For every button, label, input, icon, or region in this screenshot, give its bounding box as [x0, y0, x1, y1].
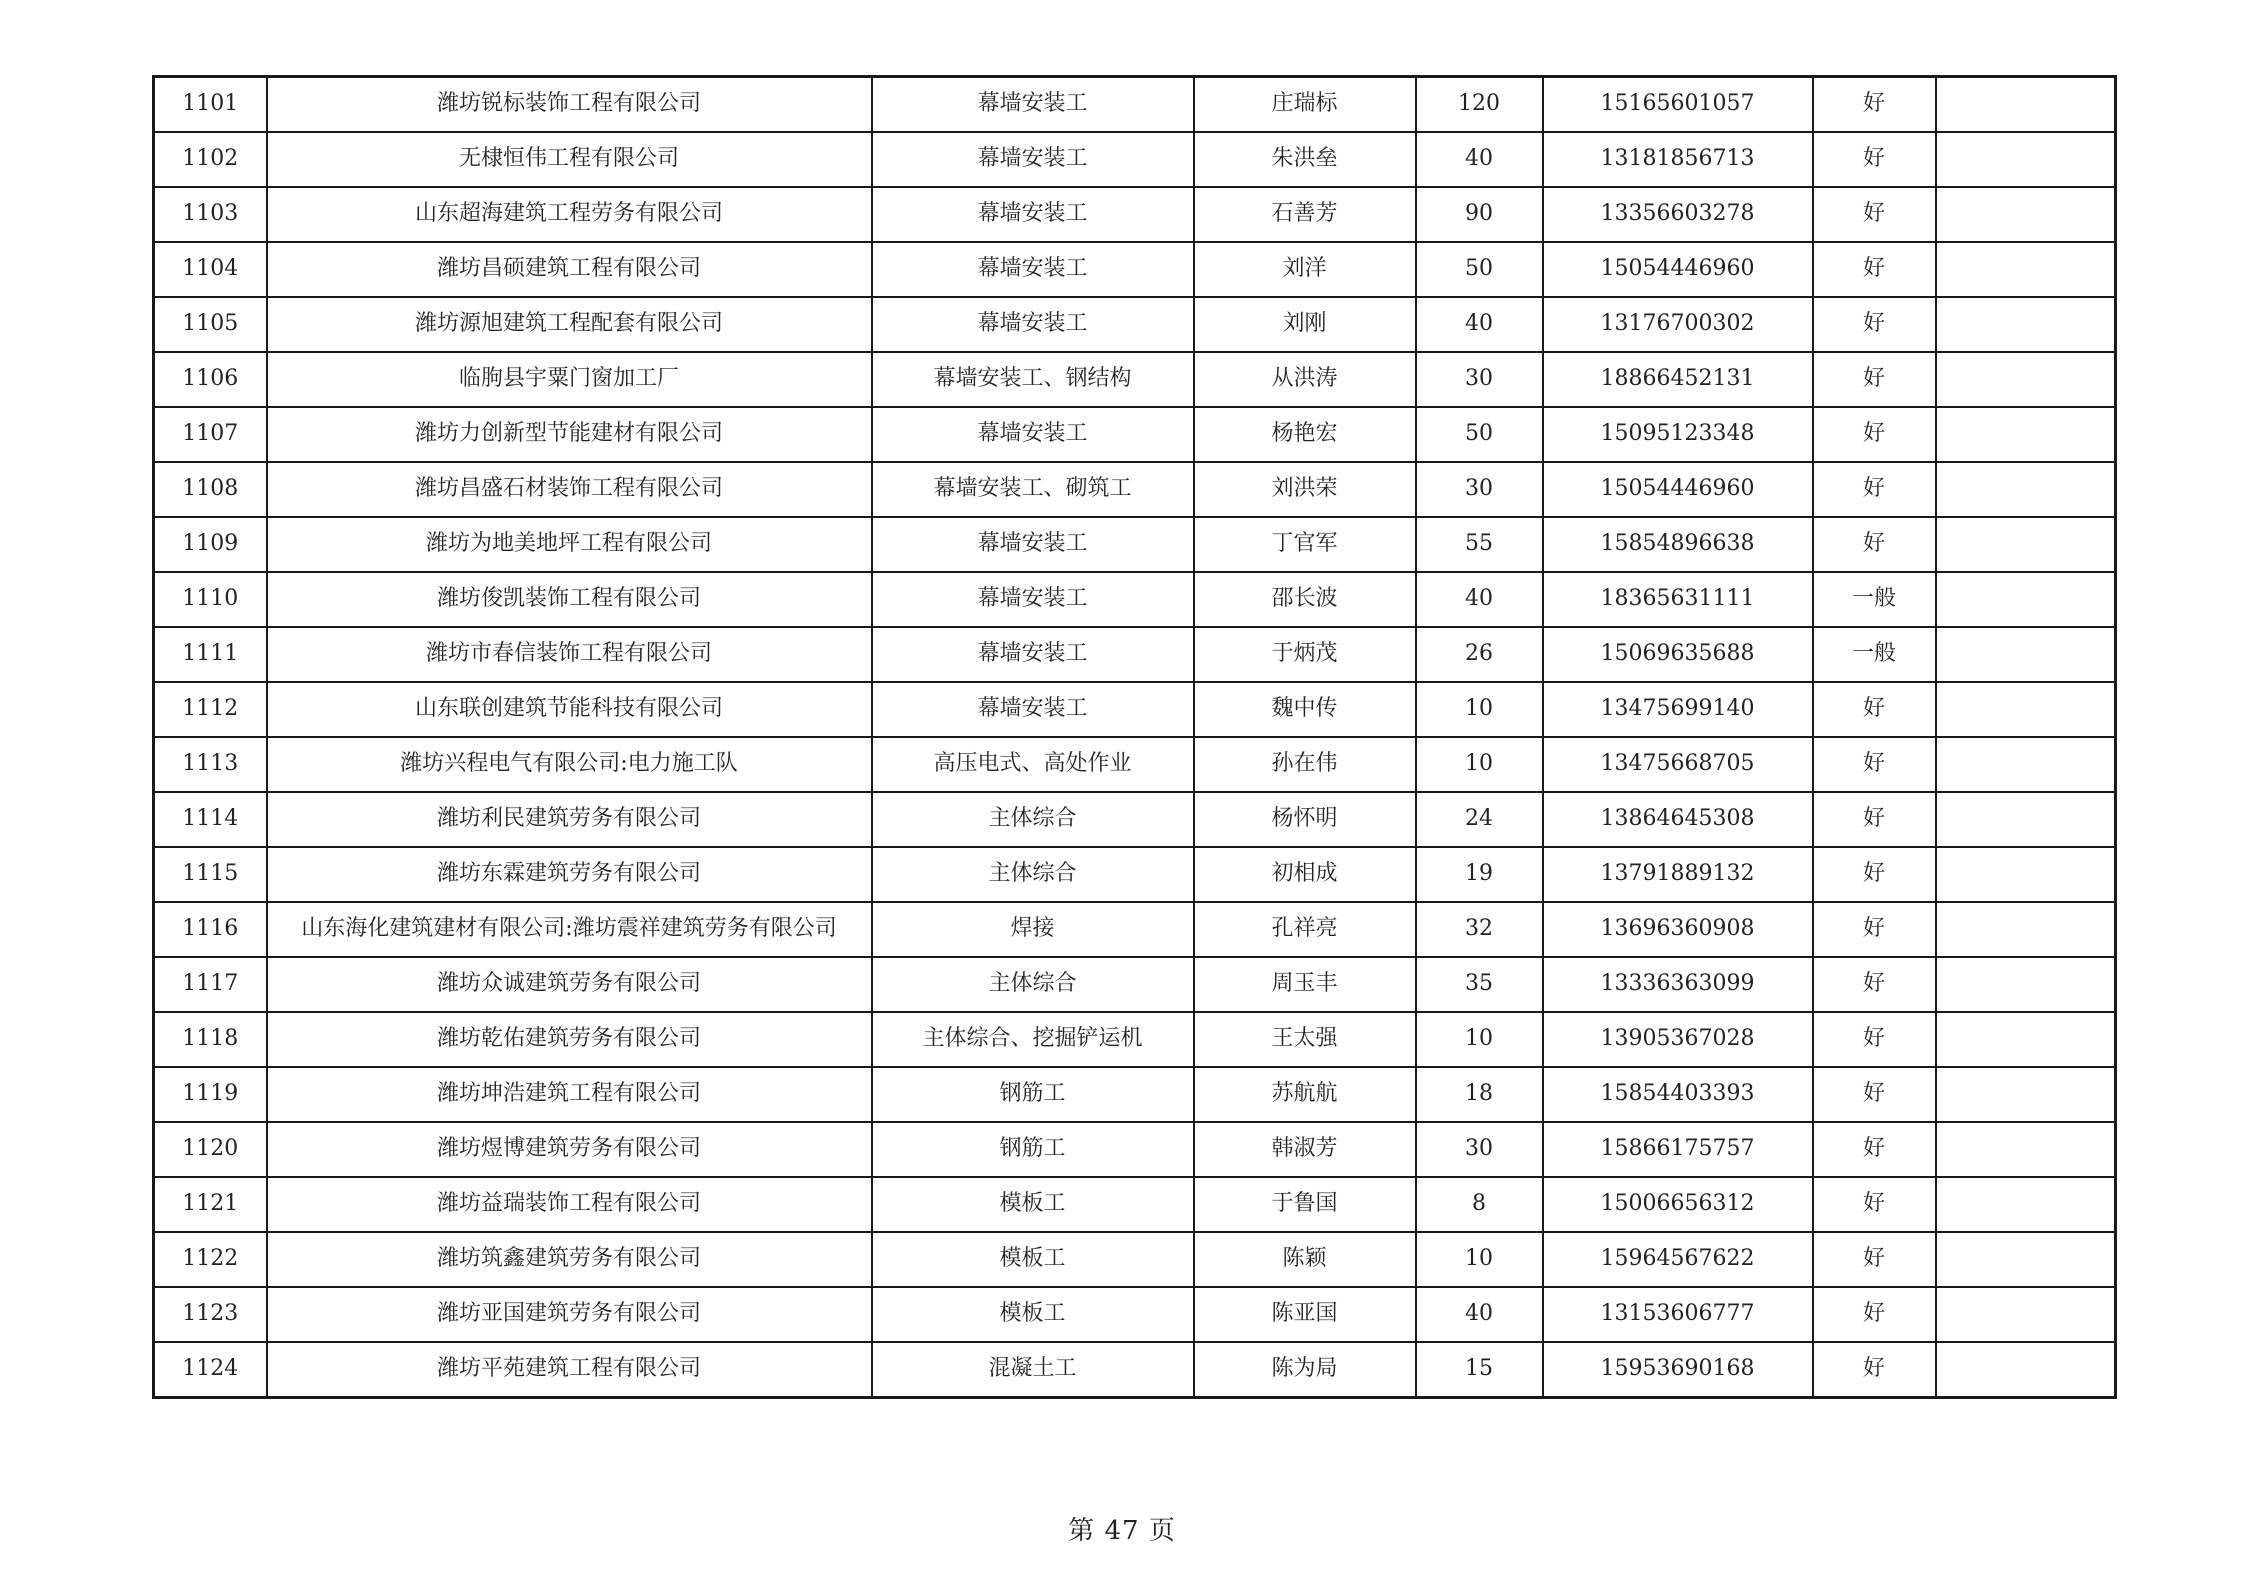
cell-worker-count: 8 — [1416, 1177, 1543, 1232]
cell-worker-count: 19 — [1416, 847, 1543, 902]
cell-contact-person: 初相成 — [1194, 847, 1416, 902]
cell-rating: 好 — [1813, 132, 1936, 187]
cell-rating: 好 — [1813, 1122, 1936, 1177]
cell-worker-count: 40 — [1416, 297, 1543, 352]
cell-worker-count: 32 — [1416, 902, 1543, 957]
table-row — [154, 407, 2116, 462]
table-row — [154, 902, 2116, 957]
cell-serial-no: 1106 — [154, 352, 267, 407]
cell-contact-person: 刘洋 — [1194, 242, 1416, 297]
cell-worker-count: 18 — [1416, 1067, 1543, 1122]
cell-contact-person: 从洪涛 — [1194, 352, 1416, 407]
table-row — [154, 1067, 2116, 1122]
cell-rating: 好 — [1813, 1342, 1936, 1398]
cell-remark — [1936, 1012, 2116, 1067]
table-row — [154, 462, 2116, 517]
cell-company: 潍坊力创新型节能建材有限公司 — [267, 407, 872, 462]
cell-phone: 15953690168 — [1543, 1342, 1813, 1398]
cell-worker-count: 10 — [1416, 1012, 1543, 1067]
cell-serial-no: 1119 — [154, 1067, 267, 1122]
cell-rating: 好 — [1813, 517, 1936, 572]
cell-company: 无棣恒伟工程有限公司 — [267, 132, 872, 187]
cell-trade: 幕墙安装工 — [872, 132, 1194, 187]
table-row — [154, 297, 2116, 352]
cell-trade: 幕墙安装工、钢结构 — [872, 352, 1194, 407]
table-row — [154, 1342, 2116, 1398]
cell-worker-count: 10 — [1416, 1232, 1543, 1287]
cell-serial-no: 1103 — [154, 187, 267, 242]
cell-worker-count: 10 — [1416, 682, 1543, 737]
cell-rating: 好 — [1813, 1177, 1936, 1232]
cell-trade: 幕墙安装工 — [872, 407, 1194, 462]
cell-trade: 幕墙安装工 — [872, 627, 1194, 682]
cell-serial-no: 1123 — [154, 1287, 267, 1342]
cell-rating: 好 — [1813, 352, 1936, 407]
cell-serial-no: 1101 — [154, 77, 267, 133]
cell-contact-person: 陈亚国 — [1194, 1287, 1416, 1342]
cell-company: 潍坊昌盛石材装饰工程有限公司 — [267, 462, 872, 517]
cell-company: 潍坊煜博建筑劳务有限公司 — [267, 1122, 872, 1177]
cell-serial-no: 1102 — [154, 132, 267, 187]
cell-rating: 好 — [1813, 462, 1936, 517]
table-row — [154, 957, 2116, 1012]
cell-phone: 13336363099 — [1543, 957, 1813, 1012]
cell-rating: 好 — [1813, 1232, 1936, 1287]
cell-serial-no: 1120 — [154, 1122, 267, 1177]
table-row — [154, 517, 2116, 572]
cell-company: 潍坊乾佑建筑劳务有限公司 — [267, 1012, 872, 1067]
cell-serial-no: 1109 — [154, 517, 267, 572]
table-row — [154, 352, 2116, 407]
cell-rating: 好 — [1813, 1067, 1936, 1122]
cell-trade: 幕墙安装工 — [872, 682, 1194, 737]
cell-company: 潍坊益瑞装饰工程有限公司 — [267, 1177, 872, 1232]
cell-worker-count: 30 — [1416, 352, 1543, 407]
cell-phone: 15054446960 — [1543, 242, 1813, 297]
cell-contact-person: 邵长波 — [1194, 572, 1416, 627]
cell-worker-count: 35 — [1416, 957, 1543, 1012]
table-row — [154, 132, 2116, 187]
cell-trade: 钢筋工 — [872, 1122, 1194, 1177]
cell-company: 山东联创建筑节能科技有限公司 — [267, 682, 872, 737]
cell-company: 山东超海建筑工程劳务有限公司 — [267, 187, 872, 242]
cell-rating: 一般 — [1813, 627, 1936, 682]
cell-remark — [1936, 187, 2116, 242]
cell-contact-person: 魏中传 — [1194, 682, 1416, 737]
cell-remark — [1936, 1177, 2116, 1232]
cell-serial-no: 1108 — [154, 462, 267, 517]
cell-remark — [1936, 792, 2116, 847]
page-number: 47 — [1104, 1516, 1140, 1546]
cell-worker-count: 120 — [1416, 77, 1543, 133]
cell-company: 潍坊筑鑫建筑劳务有限公司 — [267, 1232, 872, 1287]
cell-remark — [1936, 517, 2116, 572]
cell-serial-no: 1118 — [154, 1012, 267, 1067]
cell-contact-person: 韩淑芳 — [1194, 1122, 1416, 1177]
cell-worker-count: 10 — [1416, 737, 1543, 792]
cell-phone: 13181856713 — [1543, 132, 1813, 187]
cell-company: 潍坊东霖建筑劳务有限公司 — [267, 847, 872, 902]
cell-remark — [1936, 682, 2116, 737]
cell-remark — [1936, 1067, 2116, 1122]
cell-trade: 幕墙安装工 — [872, 297, 1194, 352]
table-row — [154, 1232, 2116, 1287]
cell-contact-person: 王太强 — [1194, 1012, 1416, 1067]
cell-company: 潍坊俊凯装饰工程有限公司 — [267, 572, 872, 627]
cell-contact-person: 庄瑞标 — [1194, 77, 1416, 133]
labor-company-table — [152, 75, 2117, 1399]
cell-remark — [1936, 1122, 2116, 1177]
cell-phone: 13356603278 — [1543, 187, 1813, 242]
cell-contact-person: 陈为局 — [1194, 1342, 1416, 1398]
table-row — [154, 847, 2116, 902]
cell-rating: 好 — [1813, 957, 1936, 1012]
table-row — [154, 1012, 2116, 1067]
table-row — [154, 682, 2116, 737]
cell-contact-person: 丁官军 — [1194, 517, 1416, 572]
cell-contact-person: 朱洪垒 — [1194, 132, 1416, 187]
cell-phone: 15069635688 — [1543, 627, 1813, 682]
cell-serial-no: 1116 — [154, 902, 267, 957]
cell-phone: 13905367028 — [1543, 1012, 1813, 1067]
table-row — [154, 737, 2116, 792]
cell-worker-count: 40 — [1416, 132, 1543, 187]
cell-phone: 13475668705 — [1543, 737, 1813, 792]
cell-contact-person: 孔祥亮 — [1194, 902, 1416, 957]
cell-trade: 模板工 — [872, 1177, 1194, 1232]
cell-rating: 好 — [1813, 682, 1936, 737]
table-row — [154, 572, 2116, 627]
page-prefix: 第 — [1068, 1516, 1096, 1546]
cell-phone: 15854403393 — [1543, 1067, 1813, 1122]
cell-trade: 混凝土工 — [872, 1342, 1194, 1398]
cell-serial-no: 1112 — [154, 682, 267, 737]
cell-remark — [1936, 242, 2116, 297]
cell-worker-count: 30 — [1416, 1122, 1543, 1177]
cell-serial-no: 1110 — [154, 572, 267, 627]
cell-trade: 焊接 — [872, 902, 1194, 957]
table-row — [154, 1287, 2116, 1342]
cell-contact-person: 刘刚 — [1194, 297, 1416, 352]
cell-serial-no: 1121 — [154, 1177, 267, 1232]
cell-trade: 钢筋工 — [872, 1067, 1194, 1122]
cell-contact-person: 苏航航 — [1194, 1067, 1416, 1122]
cell-worker-count: 26 — [1416, 627, 1543, 682]
cell-remark — [1936, 847, 2116, 902]
cell-phone: 13696360908 — [1543, 902, 1813, 957]
page-suffix: 页 — [1148, 1516, 1176, 1546]
cell-phone: 15054446960 — [1543, 462, 1813, 517]
cell-rating: 一般 — [1813, 572, 1936, 627]
cell-company: 临朐县宇粟门窗加工厂 — [267, 352, 872, 407]
cell-remark — [1936, 1342, 2116, 1398]
cell-contact-person: 石善芳 — [1194, 187, 1416, 242]
cell-contact-person: 于鲁国 — [1194, 1177, 1416, 1232]
cell-remark — [1936, 572, 2116, 627]
cell-company: 潍坊众诚建筑劳务有限公司 — [267, 957, 872, 1012]
cell-phone: 15095123348 — [1543, 407, 1813, 462]
cell-serial-no: 1105 — [154, 297, 267, 352]
cell-worker-count: 50 — [1416, 242, 1543, 297]
cell-phone: 13153606777 — [1543, 1287, 1813, 1342]
cell-remark — [1936, 1232, 2116, 1287]
cell-trade: 幕墙安装工 — [872, 242, 1194, 297]
cell-trade: 模板工 — [872, 1287, 1194, 1342]
cell-remark — [1936, 407, 2116, 462]
cell-contact-person: 于炳茂 — [1194, 627, 1416, 682]
cell-remark — [1936, 462, 2116, 517]
cell-rating: 好 — [1813, 407, 1936, 462]
cell-contact-person: 杨怀明 — [1194, 792, 1416, 847]
cell-remark — [1936, 957, 2116, 1012]
cell-trade: 幕墙安装工 — [872, 77, 1194, 133]
cell-serial-no: 1107 — [154, 407, 267, 462]
cell-serial-no: 1124 — [154, 1342, 267, 1398]
cell-rating: 好 — [1813, 1012, 1936, 1067]
cell-worker-count: 40 — [1416, 1287, 1543, 1342]
cell-phone: 15866175757 — [1543, 1122, 1813, 1177]
page-footer — [0, 1510, 2244, 1547]
cell-remark — [1936, 737, 2116, 792]
cell-rating: 好 — [1813, 187, 1936, 242]
cell-rating: 好 — [1813, 792, 1936, 847]
cell-company: 潍坊坤浩建筑工程有限公司 — [267, 1067, 872, 1122]
cell-rating: 好 — [1813, 847, 1936, 902]
cell-phone: 13791889132 — [1543, 847, 1813, 902]
cell-remark — [1936, 627, 2116, 682]
table-row — [154, 77, 2116, 133]
cell-remark — [1936, 352, 2116, 407]
table-row — [154, 187, 2116, 242]
cell-trade: 主体综合 — [872, 847, 1194, 902]
cell-contact-person: 孙在伟 — [1194, 737, 1416, 792]
cell-serial-no: 1117 — [154, 957, 267, 1012]
cell-phone: 13176700302 — [1543, 297, 1813, 352]
cell-company: 潍坊锐标装饰工程有限公司 — [267, 77, 872, 133]
table-row — [154, 627, 2116, 682]
cell-remark — [1936, 77, 2116, 133]
cell-worker-count: 55 — [1416, 517, 1543, 572]
cell-remark — [1936, 902, 2116, 957]
table-row — [154, 1122, 2116, 1177]
cell-company: 山东海化建筑建材有限公司:潍坊震祥建筑劳务有限公司 — [267, 902, 872, 957]
cell-rating: 好 — [1813, 1287, 1936, 1342]
cell-worker-count: 30 — [1416, 462, 1543, 517]
cell-phone: 15964567622 — [1543, 1232, 1813, 1287]
table-row — [154, 792, 2116, 847]
cell-phone: 13864645308 — [1543, 792, 1813, 847]
cell-serial-no: 1114 — [154, 792, 267, 847]
cell-company: 潍坊为地美地坪工程有限公司 — [267, 517, 872, 572]
cell-contact-person: 刘洪荣 — [1194, 462, 1416, 517]
table-body — [154, 77, 2116, 1398]
cell-remark — [1936, 297, 2116, 352]
cell-worker-count: 40 — [1416, 572, 1543, 627]
cell-trade: 主体综合 — [872, 792, 1194, 847]
cell-company: 潍坊市春信装饰工程有限公司 — [267, 627, 872, 682]
cell-contact-person: 陈颖 — [1194, 1232, 1416, 1287]
cell-serial-no: 1113 — [154, 737, 267, 792]
cell-phone: 18365631111 — [1543, 572, 1813, 627]
cell-trade: 幕墙安装工 — [872, 572, 1194, 627]
cell-company: 潍坊源旭建筑工程配套有限公司 — [267, 297, 872, 352]
table-row — [154, 242, 2116, 297]
cell-serial-no: 1115 — [154, 847, 267, 902]
cell-worker-count: 90 — [1416, 187, 1543, 242]
cell-serial-no: 1104 — [154, 242, 267, 297]
cell-serial-no: 1111 — [154, 627, 267, 682]
cell-rating: 好 — [1813, 297, 1936, 352]
cell-company: 潍坊昌硕建筑工程有限公司 — [267, 242, 872, 297]
cell-rating: 好 — [1813, 902, 1936, 957]
cell-worker-count: 24 — [1416, 792, 1543, 847]
cell-phone: 13475699140 — [1543, 682, 1813, 737]
cell-company: 潍坊兴程电气有限公司:电力施工队 — [267, 737, 872, 792]
cell-remark — [1936, 132, 2116, 187]
cell-trade: 高压电式、高处作业 — [872, 737, 1194, 792]
cell-phone: 15165601057 — [1543, 77, 1813, 133]
cell-trade: 主体综合、挖掘铲运机 — [872, 1012, 1194, 1067]
cell-contact-person: 周玉丰 — [1194, 957, 1416, 1012]
cell-trade: 幕墙安装工、砌筑工 — [872, 462, 1194, 517]
cell-rating: 好 — [1813, 242, 1936, 297]
table-row — [154, 1177, 2116, 1232]
cell-worker-count: 50 — [1416, 407, 1543, 462]
cell-contact-person: 杨艳宏 — [1194, 407, 1416, 462]
cell-remark — [1936, 1287, 2116, 1342]
cell-company: 潍坊平苑建筑工程有限公司 — [267, 1342, 872, 1398]
cell-company: 潍坊利民建筑劳务有限公司 — [267, 792, 872, 847]
cell-serial-no: 1122 — [154, 1232, 267, 1287]
cell-rating: 好 — [1813, 77, 1936, 133]
cell-company: 潍坊亚国建筑劳务有限公司 — [267, 1287, 872, 1342]
cell-phone: 15006656312 — [1543, 1177, 1813, 1232]
cell-trade: 模板工 — [872, 1232, 1194, 1287]
cell-phone: 18866452131 — [1543, 352, 1813, 407]
cell-worker-count: 15 — [1416, 1342, 1543, 1398]
cell-trade: 幕墙安装工 — [872, 517, 1194, 572]
cell-trade: 主体综合 — [872, 957, 1194, 1012]
cell-rating: 好 — [1813, 737, 1936, 792]
cell-phone: 15854896638 — [1543, 517, 1813, 572]
cell-trade: 幕墙安装工 — [872, 187, 1194, 242]
